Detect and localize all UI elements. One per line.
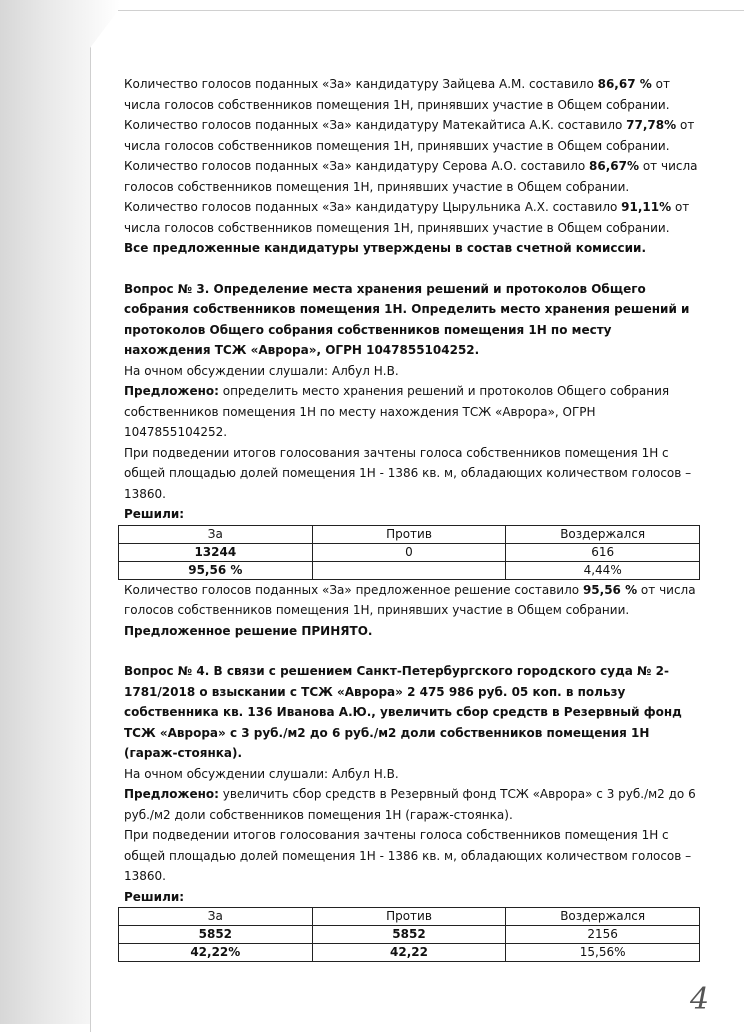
spacer — [124, 259, 698, 279]
vote-line-percent: 91,11% — [621, 200, 672, 214]
cell-abstain-count: 2156 — [506, 926, 700, 944]
spacer — [124, 641, 698, 661]
table-row — [119, 944, 700, 962]
document-content — [124, 74, 698, 962]
vote-line-percent: 86,67% — [589, 159, 640, 173]
q4-counted: При подведении итогов голосования зачтены голоса собственников помещения 1Н с общей площадью долей помещения 1Н - 1386 кв. м, обладающих количеством голосов – 13860. — [124, 828, 692, 883]
header-for: За — [119, 525, 313, 543]
q4-title: Вопрос № 4. В связи с решением Санкт-Петербургского городского суда № 2-1781/2018 о взыскании с ТСЖ «Аврора» 2 475 986 руб. 05 коп. в пользу собственника кв. 136 Иванова А.Ю., увеличить сбор средств в Резервный фонд ТСЖ «Аврора» с 3 руб./м2 до 6 руб./м2 доли собственников помещения 1Н (гараж-стоянка). — [124, 664, 682, 760]
proposed-label: Предложено: — [124, 384, 219, 398]
table-header-row — [119, 525, 700, 543]
cell-for-percent: 42,22% — [119, 944, 313, 962]
vote-line-text: Количество голосов поданных «За» кандидатуру Матекайтиса А.К. составило — [124, 118, 627, 132]
page-edge — [118, 0, 744, 11]
vote-line-text: Количество голосов поданных «За» кандидатуру Зайцева А.М. составило — [124, 77, 598, 91]
proposed-text: увеличить сбор средств в Резервный фонд ТСЖ «Аврора» с 3 руб./м2 до 6 руб./м2 доли собственников помещения 1Н (гараж-стоянка). — [124, 787, 696, 822]
cell-abstain-percent: 4,44% — [506, 561, 700, 579]
vote-line-1 — [124, 74, 698, 115]
q3-counted: При подведении итогов голосования зачтены голоса собственников помещения 1Н с общей площадью долей помещения 1Н - 1386 кв. м, обладающих количеством голосов – 13860. — [124, 445, 692, 501]
q4-proposed — [124, 784, 698, 825]
vote-line-text: от числа голосов собственников помещения 1Н, принявших участие в Общем собрании. — [124, 118, 695, 153]
q3-result — [124, 580, 698, 621]
cell-against-count: 0 — [312, 543, 506, 561]
q3-accepted: Предложенное решение ПРИНЯТО. — [124, 623, 373, 638]
vote-line-4 — [124, 197, 698, 238]
vote-line-text: Количество голосов поданных «За» кандидатуру Цырульника А.Х. составило — [124, 200, 622, 214]
vote-line-2 — [124, 115, 698, 156]
vote-line-percent: 77,78% — [626, 118, 677, 132]
header-abstain: Воздержался — [506, 908, 700, 926]
cell-against-percent — [312, 561, 506, 579]
approved-candidates: Все предложенные кандидатуры утверждены в состав счетной комиссии. — [124, 241, 646, 255]
q4-votes-table — [118, 907, 700, 962]
cell-abstain-count: 616 — [506, 543, 700, 561]
header-against: Против — [312, 908, 506, 926]
result-text: Количество голосов поданных «За» предложенное решение составило — [124, 582, 583, 597]
cell-against-percent: 42,22 — [312, 944, 506, 962]
cell-against-count: 5852 — [312, 926, 506, 944]
q3-heard: На очном обсуждении слушали: Албул Н.В. — [124, 363, 399, 378]
q4-decided: Решили: — [124, 889, 185, 904]
proposed-label: Предложено: — [124, 787, 219, 801]
result-percent: 95,56 % — [582, 582, 638, 597]
table-row — [119, 561, 700, 579]
cell-for-count: 13244 — [119, 543, 313, 561]
table-header-row — [119, 908, 700, 926]
cell-abstain-percent: 15,56% — [506, 944, 700, 962]
vote-line-3 — [124, 156, 698, 197]
result-text: от числа голосов собственников помещения 1Н, принявших участие в Общем собрании. — [124, 582, 696, 617]
vote-line-text: Количество голосов поданных «За» кандидатуру Серова А.О. составило — [124, 159, 590, 173]
page-number: 4 — [690, 982, 710, 1017]
q4-heard: На очном обсуждении слушали: Албул Н.В. — [124, 766, 399, 781]
q3-title: Вопрос № 3. Определение места хранения решений и протоколов Общего собрания собственников помещения 1Н. Определить место хранения решений и протоколов Общего собрания собственников помещения 1Н по месту нахождения ТСЖ «Аврора», ОГРН 1047855104252. — [124, 281, 690, 357]
header-for: За — [119, 908, 313, 926]
q3-decided: Решили: — [124, 507, 185, 521]
header-against: Против — [312, 525, 506, 543]
table-row — [119, 543, 700, 561]
cell-for-percent: 95,56 % — [119, 561, 313, 579]
proposed-text: определить место хранения решений и протоколов Общего собрания собственников помещения 1Н по месту нахождения ТСЖ «Аврора», ОГРН 1047855104252. — [124, 384, 670, 439]
vote-line-percent: 86,67 % — [597, 77, 652, 91]
q3-votes-table — [118, 525, 700, 580]
cell-for-count: 5852 — [119, 926, 313, 944]
vote-line-text: от числа голосов собственников помещения 1Н, принявших участие в Общем собрании. — [124, 77, 670, 112]
q3-proposed — [124, 381, 698, 443]
table-row — [119, 926, 700, 944]
vote-line-text: от числа голосов собственников помещения 1Н, принявших участие в Общем собрании. — [124, 159, 698, 194]
header-abstain: Воздержался — [506, 525, 700, 543]
vote-line-text: от числа голосов собственников помещения 1Н, принявших участие в Общем собрании. — [124, 200, 690, 235]
